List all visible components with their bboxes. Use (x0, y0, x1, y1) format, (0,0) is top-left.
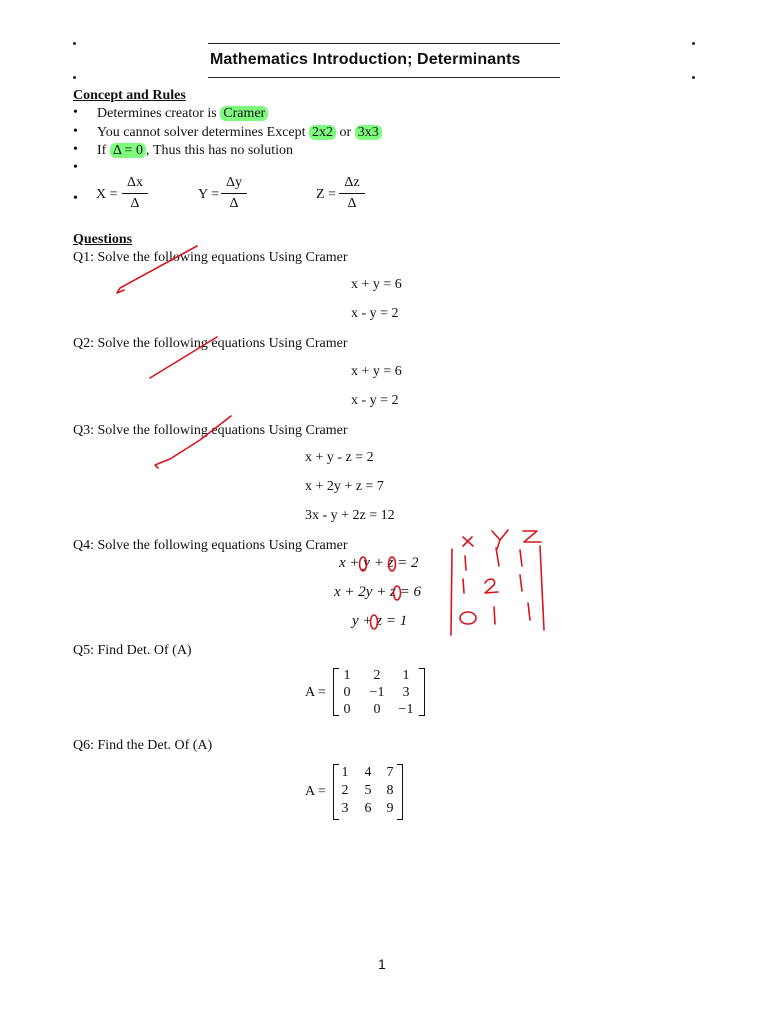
q1-equation-2: x - y = 2 (351, 306, 399, 321)
highlight: Δ = 0 (110, 143, 146, 158)
q2-equation-2: x - y = 2 (351, 393, 399, 408)
determinant-bar (451, 549, 452, 635)
highlight: 2x2 (309, 125, 336, 140)
bullet-marker: • (73, 160, 78, 175)
hw-digit (485, 579, 498, 593)
corner-mark (73, 42, 76, 45)
numerator: Δy (225, 175, 242, 190)
concept-heading: Concept and Rules (73, 88, 186, 103)
bullet-text: You cannot solver determines Except (97, 125, 310, 140)
hw-digit (528, 603, 530, 620)
q5-matrix-lhs: A = (305, 685, 326, 700)
matrix-cell: 2 (341, 783, 349, 798)
q6-matrix (333, 764, 403, 822)
hw-z (523, 531, 541, 542)
matrix-cell: 3 (341, 801, 349, 816)
bullet-marker: • (73, 124, 78, 139)
q1-equation-1: x + y = 6 (351, 277, 402, 292)
page-number: 1 (378, 956, 386, 972)
matrix-cell: 1 (341, 765, 349, 780)
matrix-cell: 2 (373, 668, 381, 683)
determinant-bar (540, 546, 544, 630)
bullet-marker: • (73, 105, 78, 120)
matrix-cell: 5 (364, 783, 372, 798)
bullet-text: If (97, 143, 110, 158)
hw-y (492, 530, 508, 549)
matrix-cell: 1 (402, 668, 410, 683)
matrix-right-bracket (419, 668, 425, 716)
concept-bullet-3 (97, 142, 293, 160)
matrix-cell: 6 (364, 801, 372, 816)
matrix-cell: −1 (398, 702, 414, 717)
concept-bullet-2 (97, 124, 382, 142)
q6-text: Q6: Find the Det. Of (A) (73, 738, 213, 753)
formula-x-fraction (122, 175, 148, 212)
q3-equation-3: 3x - y + 2z = 12 (305, 508, 395, 523)
q3-text: Q3: Solve the following equations Using Cramer (73, 423, 348, 438)
page-title: Mathematics Introduction; Determinants (210, 51, 521, 68)
formula-z-fraction (339, 175, 365, 212)
q5-matrix (333, 668, 425, 718)
matrix-cell: 0 (343, 685, 351, 700)
q3-equation-2: x + 2y + z = 7 (305, 479, 384, 494)
hw-digit (496, 548, 499, 566)
formula-x-lhs: X = (96, 187, 118, 202)
hw-digit (520, 550, 522, 566)
q5-text: Q5: Find Det. Of (A) (73, 643, 192, 658)
header-bottom-rule (208, 77, 560, 78)
q4-equation-1: x + y + z = 2 (339, 555, 419, 571)
matrix-cell: 0 (373, 702, 381, 717)
q4-equation-2: x + 2y + z = 6 (334, 584, 422, 600)
corner-mark (692, 42, 695, 45)
hw-digit (465, 556, 466, 570)
denominator: Δ (347, 196, 357, 211)
matrix-cell: 4 (364, 765, 372, 780)
bullet-text: or (336, 125, 355, 140)
questions-heading: Questions (73, 232, 133, 247)
bullet-text: Determines creator is (97, 106, 221, 121)
hw-x (463, 537, 473, 546)
q2-text: Q2: Solve the following equations Using Cramer (73, 336, 348, 351)
bullet-marker: • (73, 191, 78, 206)
q6-matrix-lhs: A = (305, 784, 326, 799)
matrix-cell: −1 (369, 685, 385, 700)
hw-digit (463, 579, 464, 593)
highlight: Cramer (220, 106, 268, 121)
corner-mark (73, 76, 76, 79)
corner-mark (692, 76, 695, 79)
hw-digit (494, 607, 495, 624)
header-top-rule (208, 43, 560, 44)
q4-text: Q4: Solve the following equations Using Cramer (73, 538, 348, 553)
matrix-cell: 0 (343, 702, 351, 717)
matrix-cell: 3 (402, 685, 410, 700)
denominator: Δ (130, 196, 140, 211)
hw-digit (460, 612, 476, 624)
matrix-cell: 1 (343, 668, 351, 683)
q1-text: Q1: Solve the following equations Using Cramer (73, 250, 348, 265)
matrix-cell: 7 (386, 765, 394, 780)
concept-bullet-1 (97, 105, 268, 123)
bullet-marker: • (73, 142, 78, 157)
q2-equation-1: x + y = 6 (351, 364, 402, 379)
matrix-cell: 9 (386, 801, 394, 816)
formula-y-fraction (221, 175, 247, 212)
formula-z-lhs: Z = (316, 187, 336, 202)
formula-y-lhs: Y = (198, 187, 219, 202)
numerator: Δx (126, 175, 143, 190)
matrix-cell: 8 (386, 783, 394, 798)
q3-equation-1: x + y - z = 2 (305, 450, 374, 465)
numerator: Δz (344, 175, 360, 190)
hw-digit (520, 575, 522, 591)
q4-equation-3: y + z = 1 (352, 613, 408, 629)
bullet-text: , Thus this has no solution (145, 143, 293, 158)
highlight: 3x3 (355, 125, 382, 140)
denominator: Δ (229, 196, 239, 211)
